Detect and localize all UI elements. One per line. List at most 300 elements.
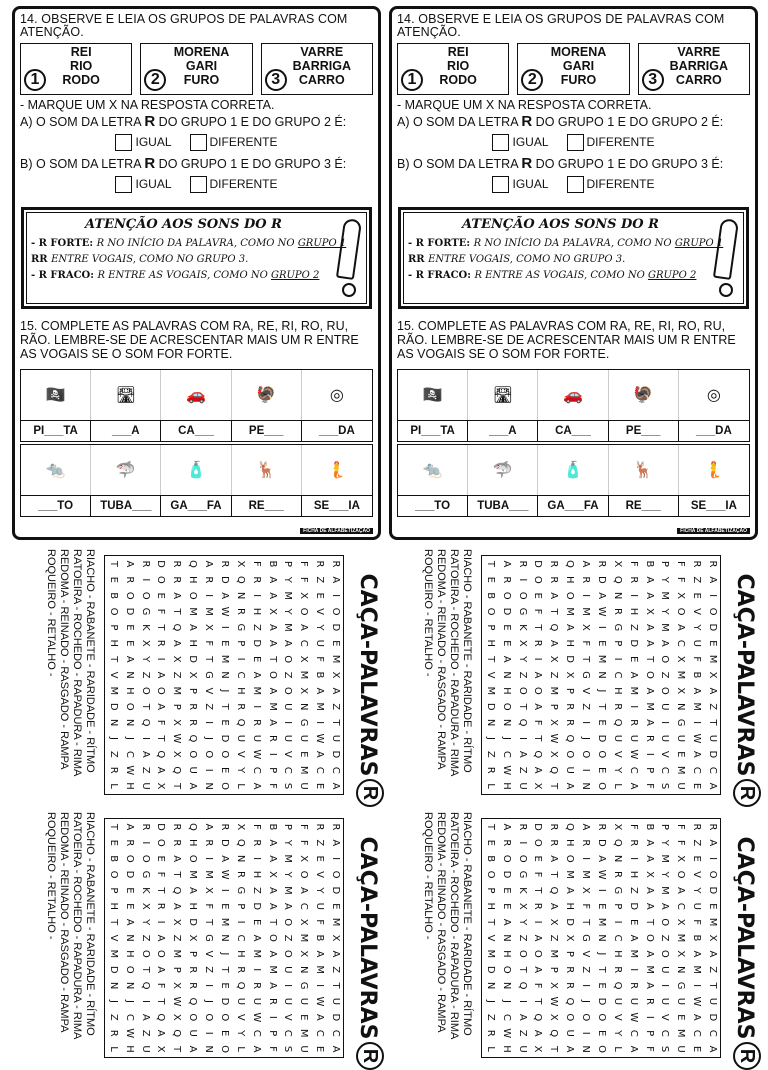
word-blank[interactable]: PI___TA [21, 420, 91, 441]
grid-letter[interactable]: X [330, 934, 341, 942]
grid-letter[interactable]: X [643, 871, 655, 878]
grid-letter[interactable]: A [691, 687, 703, 695]
grid-letter[interactable]: X [675, 950, 687, 958]
grid-letter[interactable]: I [314, 984, 326, 988]
grid-letter[interactable]: M [298, 765, 310, 775]
grid-letter[interactable]: T [266, 656, 278, 663]
grid-letter[interactable]: B [314, 671, 326, 679]
grid-letter[interactable]: X [564, 934, 576, 942]
grid-letter[interactable]: A [532, 766, 544, 774]
grid-letter[interactable]: U [675, 734, 687, 743]
grid-letter[interactable]: J [484, 999, 496, 1003]
grid-letter[interactable]: R [123, 576, 135, 584]
grid-letter[interactable]: E [155, 592, 167, 599]
grid-letter[interactable]: O [516, 686, 528, 695]
grid-letter[interactable]: X [298, 687, 310, 695]
grid-letter[interactable]: U [314, 639, 326, 647]
grid-letter[interactable]: V [580, 950, 592, 958]
grid-letter[interactable]: H [107, 902, 119, 911]
grid-letter[interactable]: R [171, 560, 183, 568]
grid-letter[interactable]: R [155, 639, 167, 647]
grid-letter[interactable]: A [250, 782, 262, 790]
grid-letter[interactable]: N [675, 702, 687, 711]
grid-letter[interactable]: T [171, 1046, 183, 1053]
grid-letter[interactable]: E [500, 903, 512, 910]
grid-letter[interactable]: T [595, 966, 607, 973]
grid-letter[interactable]: R [314, 823, 326, 831]
grid-letter[interactable]: Y [516, 919, 528, 926]
grid-letter[interactable]: Q [548, 766, 560, 775]
word-blank[interactable]: PE___ [609, 420, 679, 441]
grid-letter[interactable]: U [139, 782, 151, 790]
grid-letter[interactable]: T [595, 703, 607, 710]
grid-letter[interactable]: X [266, 871, 278, 878]
grid-letter[interactable]: O [707, 870, 718, 879]
grid-letter[interactable]: M [691, 702, 703, 712]
grid-letter[interactable]: Z [548, 671, 560, 679]
grid-letter[interactable]: D [218, 838, 230, 847]
grid-letter[interactable]: A [250, 1045, 262, 1053]
grid-letter[interactable]: G [611, 886, 623, 895]
grid-letter[interactable]: O [155, 686, 167, 695]
grid-letter[interactable]: I [643, 752, 655, 756]
grid-letter[interactable]: A [627, 671, 639, 679]
grid-letter[interactable]: G [516, 607, 528, 616]
grid-letter[interactable]: N [203, 782, 215, 790]
option-igual[interactable] [492, 134, 548, 151]
grid-letter[interactable]: F [298, 839, 310, 846]
grid-letter[interactable]: A [595, 855, 607, 863]
grid-letter[interactable]: A [675, 886, 687, 894]
grid-letter[interactable]: M [564, 607, 576, 616]
grid-letter[interactable]: F [627, 561, 639, 567]
grid-letter[interactable]: E [691, 592, 703, 599]
grid-letter[interactable]: A [266, 839, 278, 847]
grid-letter[interactable]: O [187, 750, 199, 759]
grid-letter[interactable]: O [330, 870, 341, 879]
grid-letter[interactable]: T [548, 783, 560, 790]
grid-letter[interactable]: E [123, 624, 135, 631]
grid-letter[interactable]: M [187, 607, 199, 616]
grid-letter[interactable]: B [266, 823, 278, 831]
grid-letter[interactable]: W [627, 1012, 639, 1023]
grid-letter[interactable]: P [611, 903, 623, 910]
grid-letter[interactable]: T [203, 656, 215, 663]
grid-letter[interactable]: A [203, 560, 215, 568]
grid-letter[interactable]: J [123, 999, 135, 1003]
grid-letter[interactable]: A [691, 950, 703, 958]
grid-letter[interactable]: Q [234, 575, 246, 584]
grid-letter[interactable]: A [266, 950, 278, 958]
grid-letter[interactable]: R [548, 823, 560, 831]
grid-letter[interactable]: I [234, 920, 246, 924]
grid-letter[interactable]: A [123, 918, 135, 926]
grid-letter[interactable]: E [314, 1045, 326, 1053]
grid-letter[interactable]: U [675, 997, 687, 1006]
grid-letter[interactable]: O [595, 750, 607, 759]
grid-letter[interactable]: D [484, 965, 496, 974]
grid-letter[interactable]: A [298, 886, 310, 894]
grid-letter[interactable]: A [643, 950, 655, 958]
grid-letter[interactable]: R [107, 766, 119, 774]
grid-letter[interactable]: E [314, 782, 326, 790]
word-blank[interactable]: CA___ [538, 420, 608, 441]
grid-letter[interactable]: F [155, 719, 167, 726]
grid-letter[interactable]: F [675, 576, 687, 583]
grid-letter[interactable]: M [187, 870, 199, 879]
grid-letter[interactable]: E [691, 1045, 703, 1053]
grid-letter[interactable]: O [580, 1013, 592, 1022]
grid-letter[interactable]: U [139, 1045, 151, 1053]
grid-letter[interactable]: J [500, 999, 512, 1003]
grid-letter[interactable]: P [548, 703, 560, 710]
grid-letter[interactable]: M [298, 933, 310, 943]
grid-letter[interactable]: J [580, 999, 592, 1003]
grid-letter[interactable]: R [187, 703, 199, 711]
grid-letter[interactable]: F [691, 656, 703, 662]
grid-letter[interactable]: Z [171, 934, 183, 942]
grid-letter[interactable]: M [659, 886, 671, 895]
grid-letter[interactable]: O [155, 838, 167, 847]
grid-letter[interactable]: E [691, 782, 703, 790]
grid-letter[interactable]: E [707, 640, 718, 647]
grid-letter[interactable]: T [107, 823, 119, 830]
grid-letter[interactable]: C [500, 750, 512, 758]
grid-letter[interactable]: T [484, 656, 496, 663]
grid-letter[interactable]: M [298, 1028, 310, 1038]
grid-letter[interactable]: I [218, 888, 230, 892]
grid-letter[interactable]: I [234, 657, 246, 661]
grid-letter[interactable]: W [595, 606, 607, 617]
grid-letter[interactable]: D [595, 575, 607, 584]
grid-letter[interactable]: R [707, 823, 718, 831]
grid-letter[interactable]: S [282, 782, 294, 790]
grid-letter[interactable]: Q [155, 1013, 167, 1022]
grid-letter[interactable]: E [500, 887, 512, 894]
grid-letter[interactable]: G [139, 870, 151, 879]
grid-letter[interactable]: D [595, 838, 607, 847]
grid-letter[interactable]: W [548, 733, 560, 744]
grid-letter[interactable]: Y [314, 887, 326, 894]
grid-letter[interactable]: A [643, 982, 655, 990]
grid-letter[interactable]: F [675, 561, 687, 567]
grid-letter[interactable]: O [266, 934, 278, 942]
grid-letter[interactable]: E [298, 1014, 310, 1021]
grid-letter[interactable]: F [580, 903, 592, 910]
grid-letter[interactable]: M [298, 670, 310, 680]
grid-letter[interactable]: I [139, 736, 151, 740]
grid-letter[interactable]: A [580, 823, 592, 831]
grid-letter[interactable]: H [123, 687, 135, 695]
grid-letter[interactable]: Q [564, 559, 576, 568]
grid-letter[interactable]: N [298, 702, 310, 711]
grid-letter[interactable]: I [139, 578, 151, 582]
grid-letter[interactable]: E [532, 592, 544, 599]
grid-letter[interactable]: D [595, 997, 607, 1006]
grid-letter[interactable]: O [675, 607, 687, 616]
grid-letter[interactable]: T [548, 608, 560, 615]
grid-letter[interactable]: P [659, 560, 671, 567]
grid-letter[interactable]: F [643, 783, 655, 789]
grid-letter[interactable]: I [516, 999, 528, 1003]
grid-letter[interactable]: Z [203, 966, 215, 974]
grid-letter[interactable]: O [123, 702, 135, 711]
grid-letter[interactable]: P [282, 560, 294, 567]
grid-letter[interactable]: O [659, 655, 671, 664]
grid-letter[interactable]: H [500, 1045, 512, 1053]
grid-letter[interactable]: I [314, 721, 326, 725]
grid-letter[interactable]: R [234, 966, 246, 974]
grid-letter[interactable]: N [218, 671, 230, 679]
option-igual[interactable] [115, 134, 171, 151]
grid-letter[interactable]: E [218, 1030, 230, 1037]
grid-letter[interactable]: A [266, 687, 278, 695]
grid-letter[interactable]: I [330, 594, 341, 598]
grid-letter[interactable]: X [548, 918, 560, 926]
grid-letter[interactable]: K [516, 624, 528, 631]
grid-letter[interactable]: V [691, 871, 703, 878]
grid-letter[interactable]: M [484, 949, 496, 959]
grid-letter[interactable]: D [564, 918, 576, 926]
grid-letter[interactable]: U [516, 782, 528, 790]
grid-letter[interactable]: I [250, 968, 262, 972]
grid-letter[interactable]: N [500, 981, 512, 990]
grid-letter[interactable]: M [171, 949, 183, 959]
grid-letter[interactable]: I [203, 721, 215, 725]
grid-letter[interactable]: R [484, 766, 496, 774]
grid-letter[interactable]: A [532, 703, 544, 711]
grid-letter[interactable]: O [532, 686, 544, 695]
grid-letter[interactable]: Q [611, 718, 623, 727]
grid-letter[interactable]: Y [282, 576, 294, 583]
grid-letter[interactable]: A [123, 560, 135, 568]
grid-letter[interactable]: E [691, 855, 703, 862]
grid-letter[interactable]: E [218, 640, 230, 647]
grid-letter[interactable]: H [564, 639, 576, 648]
grid-letter[interactable]: R [234, 608, 246, 615]
grid-letter[interactable]: D [707, 886, 718, 895]
grid-letter[interactable]: O [659, 918, 671, 927]
grid-letter[interactable]: Q [187, 997, 199, 1006]
grid-letter[interactable]: U [282, 703, 294, 711]
grid-letter[interactable]: O [123, 965, 135, 974]
grid-letter[interactable]: A [659, 639, 671, 647]
grid-letter[interactable]: F [203, 640, 215, 647]
grid-letter[interactable]: K [139, 887, 151, 894]
grid-letter[interactable]: I [627, 594, 639, 598]
grid-letter[interactable]: X [234, 823, 246, 831]
grid-letter[interactable]: X [171, 1013, 183, 1021]
grid-letter[interactable]: I [155, 920, 167, 924]
grid-letter[interactable]: A [171, 855, 183, 863]
grid-letter[interactable]: A [564, 1045, 576, 1053]
word-blank[interactable]: ___A [91, 420, 161, 441]
grid-letter[interactable]: F [266, 1046, 278, 1052]
grid-letter[interactable]: G [139, 607, 151, 616]
grid-letter[interactable]: I [659, 721, 671, 725]
grid-letter[interactable]: B [314, 934, 326, 942]
grid-letter[interactable]: R [500, 839, 512, 847]
grid-letter[interactable]: T [139, 966, 151, 973]
grid-letter[interactable]: G [580, 934, 592, 942]
grid-letter[interactable]: E [595, 767, 607, 774]
grid-letter[interactable]: D [500, 607, 512, 616]
grid-letter[interactable]: E [595, 982, 607, 989]
grid-letter[interactable]: W [595, 869, 607, 880]
grid-letter[interactable]: A [314, 1013, 326, 1021]
grid-letter[interactable]: O [282, 686, 294, 695]
grid-letter[interactable]: E [218, 982, 230, 989]
grid-letter[interactable]: X [580, 886, 592, 894]
grid-letter[interactable]: V [314, 871, 326, 878]
grid-letter[interactable]: Z [516, 766, 528, 774]
grid-letter[interactable]: N [675, 965, 687, 974]
grid-letter[interactable]: O [564, 1013, 576, 1022]
grid-letter[interactable]: M [580, 870, 592, 879]
grid-letter[interactable]: C [659, 766, 671, 774]
grid-letter[interactable]: V [203, 950, 215, 958]
grid-letter[interactable]: O [516, 591, 528, 600]
grid-letter[interactable]: Z [139, 1029, 151, 1037]
grid-letter[interactable]: R [564, 966, 576, 974]
grid-letter[interactable]: G [298, 981, 310, 990]
grid-letter[interactable]: M [330, 654, 341, 664]
grid-letter[interactable]: R [107, 1029, 119, 1037]
word-blank[interactable]: TUBA___ [468, 495, 538, 516]
grid-letter[interactable]: Q [155, 750, 167, 759]
grid-letter[interactable]: R [234, 871, 246, 878]
grid-letter[interactable]: R [203, 839, 215, 847]
grid-letter[interactable]: O [155, 575, 167, 584]
grid-letter[interactable]: V [203, 687, 215, 695]
grid-letter[interactable]: W [548, 996, 560, 1007]
grid-letter[interactable]: O [298, 607, 310, 616]
grid-letter[interactable]: M [595, 654, 607, 664]
grid-letter[interactable]: T [548, 871, 560, 878]
grid-letter[interactable]: C [611, 671, 623, 679]
grid-letter[interactable]: M [266, 702, 278, 712]
option-igual[interactable] [492, 176, 548, 193]
grid-letter[interactable]: A [675, 623, 687, 631]
option-diferente[interactable] [190, 134, 278, 151]
grid-letter[interactable]: J [595, 689, 607, 693]
grid-letter[interactable]: C [659, 1029, 671, 1037]
grid-letter[interactable]: T [330, 719, 341, 726]
grid-letter[interactable]: T [516, 966, 528, 973]
grid-letter[interactable]: M [675, 933, 687, 943]
grid-letter[interactable]: U [298, 734, 310, 743]
grid-letter[interactable]: C [627, 766, 639, 774]
grid-letter[interactable]: R [266, 997, 278, 1005]
grid-letter[interactable]: F [155, 982, 167, 989]
grid-letter[interactable]: G [203, 671, 215, 679]
grid-letter[interactable]: I [627, 968, 639, 972]
grid-letter[interactable]: A [707, 839, 718, 847]
grid-letter[interactable]: H [250, 607, 262, 616]
grid-letter[interactable]: G [298, 718, 310, 727]
grid-letter[interactable]: P [234, 640, 246, 647]
grid-letter[interactable]: V [691, 608, 703, 615]
grid-letter[interactable]: X [516, 639, 528, 647]
checkbox[interactable] [190, 176, 207, 193]
grid-letter[interactable]: O [595, 1013, 607, 1022]
grid-letter[interactable]: P [643, 767, 655, 774]
grid-letter[interactable]: A [203, 823, 215, 831]
grid-letter[interactable]: V [107, 671, 119, 679]
grid-letter[interactable]: G [580, 671, 592, 679]
grid-letter[interactable]: N [595, 934, 607, 942]
grid-letter[interactable]: T [107, 919, 119, 926]
grid-letter[interactable]: X [171, 719, 183, 727]
grid-letter[interactable]: D [155, 560, 167, 568]
grid-letter[interactable]: P [107, 887, 119, 894]
grid-letter[interactable]: V [314, 608, 326, 615]
grid-letter[interactable]: I [250, 705, 262, 709]
grid-letter[interactable]: A [266, 982, 278, 990]
grid-letter[interactable]: W [218, 606, 230, 617]
grid-letter[interactable]: A [314, 687, 326, 695]
grid-letter[interactable]: Q [171, 623, 183, 632]
grid-letter[interactable]: N [484, 718, 496, 727]
grid-letter[interactable]: V [580, 687, 592, 695]
grid-letter[interactable]: Y [314, 624, 326, 631]
word-blank[interactable]: GA___FA [161, 495, 231, 516]
grid-letter[interactable]: T [707, 719, 718, 726]
grid-letter[interactable]: T [139, 703, 151, 710]
grid-letter[interactable]: C [314, 1029, 326, 1037]
grid-letter[interactable]: A [707, 782, 718, 790]
word-blank[interactable]: PI___TA [398, 420, 468, 441]
grid-letter[interactable]: O [187, 854, 199, 863]
grid-letter[interactable]: O [298, 870, 310, 879]
grid-letter[interactable]: A [707, 687, 718, 695]
grid-letter[interactable]: A [171, 902, 183, 910]
grid-letter[interactable]: Y [659, 839, 671, 846]
grid-letter[interactable]: Z [707, 966, 718, 974]
grid-letter[interactable]: T [171, 608, 183, 615]
grid-letter[interactable]: V [611, 750, 623, 758]
grid-letter[interactable]: H [484, 902, 496, 911]
grid-letter[interactable]: E [675, 751, 687, 758]
grid-letter[interactable]: R [627, 839, 639, 847]
grid-letter[interactable]: X [675, 918, 687, 926]
grid-letter[interactable]: R [123, 839, 135, 847]
grid-letter[interactable]: Z [659, 671, 671, 679]
grid-letter[interactable]: A [595, 592, 607, 600]
grid-letter[interactable]: R [250, 839, 262, 847]
grid-letter[interactable]: M [314, 965, 326, 975]
grid-letter[interactable]: A [266, 886, 278, 894]
grid-letter[interactable]: F [675, 839, 687, 846]
grid-letter[interactable]: D [500, 870, 512, 879]
grid-letter[interactable]: X [298, 950, 310, 958]
grid-letter[interactable]: E [218, 767, 230, 774]
grid-letter[interactable]: B [484, 855, 496, 863]
grid-letter[interactable]: A [627, 934, 639, 942]
grid-letter[interactable]: I [203, 857, 215, 861]
grid-letter[interactable]: F [155, 871, 167, 878]
grid-letter[interactable]: V [107, 934, 119, 942]
grid-letter[interactable]: U [250, 734, 262, 743]
grid-letter[interactable]: U [707, 997, 718, 1006]
grid-letter[interactable]: B [643, 560, 655, 568]
grid-letter[interactable]: A [187, 1045, 199, 1053]
checkbox[interactable] [190, 134, 207, 151]
grid-letter[interactable]: Z [282, 934, 294, 942]
word-blank[interactable]: SE___IA [679, 495, 749, 516]
grid-letter[interactable]: U [691, 902, 703, 910]
grid-letter[interactable]: V [234, 1013, 246, 1021]
